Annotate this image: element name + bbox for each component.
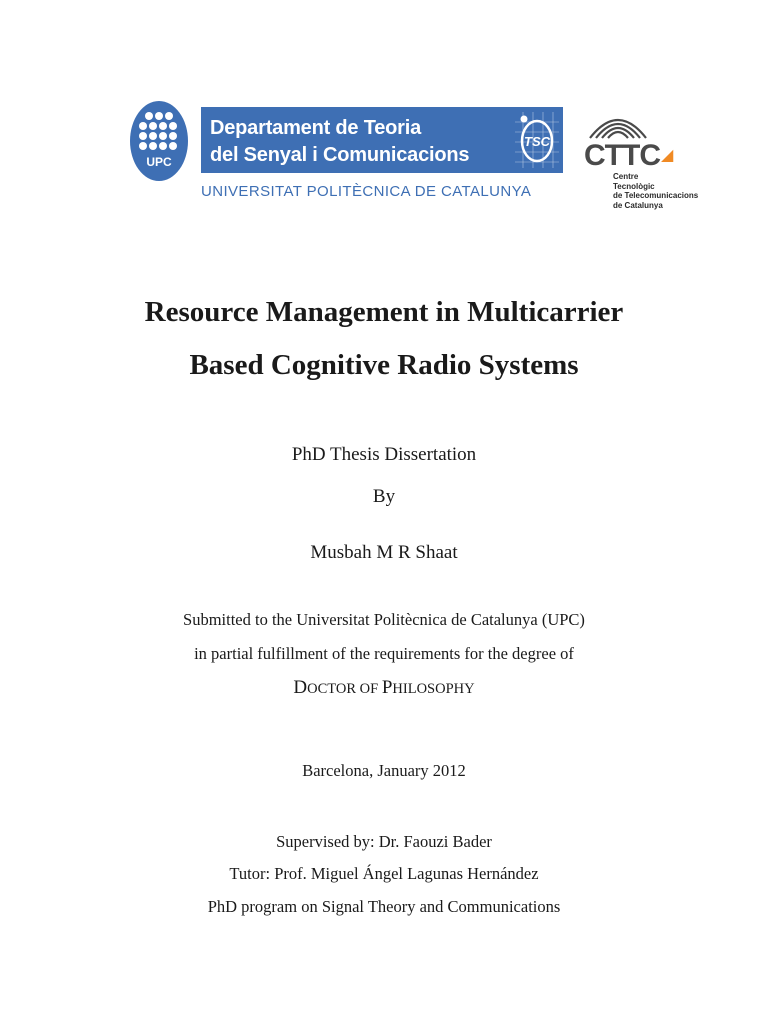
document-type: PhD Thesis Dissertation: [291, 444, 477, 465]
by-label: By: [372, 486, 396, 507]
tutor: Tutor: Prof. Miguel Ángel Lagunas Hernández: [229, 864, 539, 883]
phd-program: PhD program on Signal Theory and Communications: [207, 897, 561, 916]
author-name: Musbah M R Shaat: [310, 542, 458, 563]
degree-hilosophy: HILOSOPHY: [392, 681, 475, 697]
department-name-line2: del Senyal i Comunicacions: [210, 144, 470, 166]
submission-statement: Submitted to the Universitat Politècnica de Catalunya (UPC): [183, 610, 585, 629]
upc-seal-label: UPC: [146, 155, 172, 169]
thesis-title-line2: Based Cognitive Radio Systems: [189, 349, 579, 381]
tsc-emblem-logo: [515, 112, 559, 168]
degree-name: [0, 677, 768, 699]
department-name-line1: Departament de Teoria: [210, 117, 422, 139]
cttc-subtitle-line: de Telecomunicacions: [613, 191, 699, 200]
degree-initial-d: D: [293, 677, 308, 698]
upc-seal-logo: [130, 101, 188, 181]
cttc-subtitle-line: de Catalunya: [613, 200, 663, 210]
supervisor: Supervised by: Dr. Faouzi Bader: [276, 832, 492, 851]
place-and-date: Barcelona, January 2012: [302, 761, 466, 780]
degree-octor-of: OCTOR OF: [307, 681, 382, 697]
cttc-logo: [584, 139, 672, 173]
fulfillment-statement: in partial fulfillment of the requirements for the degree of: [194, 644, 574, 663]
university-name: UNIVERSITAT POLITÈCNICA DE CATALUNYA: [201, 183, 532, 200]
cttc-subtitle: [613, 172, 698, 210]
cttc-mark-icon: ◢: [660, 147, 673, 164]
degree-initial-p: P: [381, 677, 393, 698]
tsc-emblem-label: TSC: [524, 134, 550, 149]
cttc-logo-text: CTTC: [584, 139, 660, 172]
cttc-subtitle-line: Centre: [613, 172, 639, 181]
cttc-subtitle-line: Tecnològic: [613, 181, 655, 191]
department-banner: [201, 107, 563, 173]
cttc-signal-arcs-icon: [586, 106, 650, 140]
thesis-title-line1: Resource Management in Multicarrier: [144, 296, 624, 328]
